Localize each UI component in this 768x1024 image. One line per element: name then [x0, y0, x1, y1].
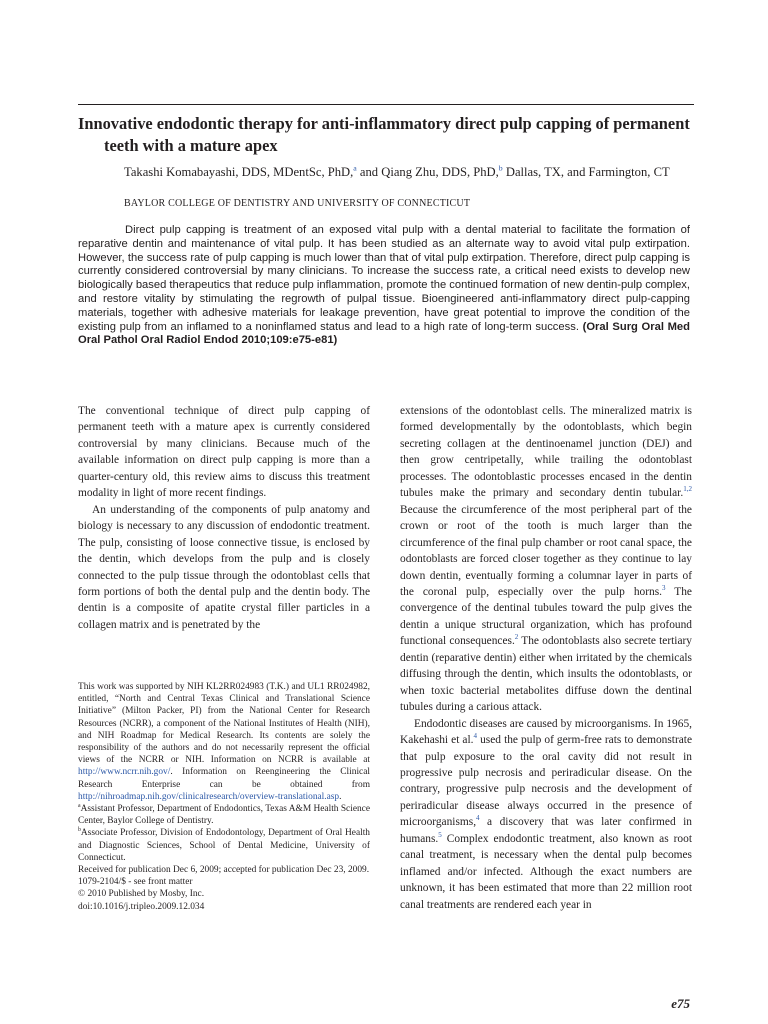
text-run: extensions of the odontoblast cells. The mineralized matrix is formed developmentally by the odontoblasts, which begin secreting collagen at the dentinoenamel junction (DEJ) and then grow centripetally, while trailing the odontoblast processes. The odontoblastic processes encased in the dentin tubules make the primary and secondary dentin tubular. — [400, 405, 692, 500]
text-run: Complex endodontic treatment, also known as root canal treatment, is necessary when the dental pulp becomes inflamed and/or infected. Although the exact numbers are unknown, it has been estimated that more than 22 million root canal treatments are rendered each year in — [400, 832, 692, 911]
page-number: e75 — [671, 996, 690, 1011]
author-b-note — [78, 827, 370, 864]
author-2: and Qiang Zhu, DDS, PhD, — [356, 165, 499, 179]
author-1: Takashi Komabayashi, DDS, MDentSc, PhD, — [124, 165, 354, 179]
copyright-note: © 2010 Published by Mosby, Inc. — [78, 889, 205, 900]
abstract — [78, 224, 690, 348]
author-location: Dallas, TX, and Farmington, CT — [502, 165, 670, 179]
citation-ref[interactable]: 4 — [473, 732, 478, 741]
right-column — [400, 403, 692, 913]
affiliation: BAYLOR COLLEGE OF DENTISTRY AND UNIVERSITY OF CONNECTICUT — [124, 198, 471, 209]
citation-ref[interactable]: 1,2 — [683, 485, 692, 494]
text-run: Because the circumference of the most peripheral part of the crown or root of the tooth is much larger than the circumference of the final pulp chamber or root canal space, the odontoblasts are forced closer together as they continue to lay down dentin, eventually forming a columnar layer in parts of the coronal pulp, especially over the pulp horns. — [400, 503, 692, 598]
author-line — [124, 165, 684, 181]
note-b-text: Associate Professor, Division of Endodontology, Department of Oral Health and Diagnostic Sciences, School of Dental Medicine, University of Connecticut. — [78, 828, 370, 863]
author-1-affil-mark[interactable]: a — [353, 163, 357, 173]
funding-text-3: . — [339, 791, 342, 802]
author-2-affil-mark[interactable]: b — [498, 163, 503, 173]
note-a-mark: a — [78, 802, 81, 809]
issn-note: 1079-2104/$ - see front matter — [78, 877, 193, 888]
citation-ref[interactable]: 4 — [476, 814, 480, 823]
right-paragraph-2 — [400, 716, 692, 913]
note-a-text: Assistant Professor, Department of Endodontics, Texas A&M Health Science Center, Baylor College of Dentistry. — [78, 804, 370, 827]
text-run: a discovery that was later confirmed in humans. — [400, 816, 692, 845]
author-a-note — [78, 803, 370, 827]
nih-roadmap-link[interactable]: http://nihroadmap.nih.gov/clinicalresearch/overview-translational.asp — [78, 791, 340, 802]
funding-note — [78, 681, 370, 803]
left-paragraph-1: The conventional technique of direct pulp capping of permanent teeth with a mature apex is currently considered controversial by many clinicians. Because much of the available information on direct pulp capping is more than a quarter-century old, this review aims to discuss this treatment modality in light of more recent findings. — [78, 405, 370, 500]
left-column — [78, 403, 370, 633]
citation-ref[interactable]: 3 — [662, 584, 666, 593]
abstract-text: Direct pulp capping is treatment of an exposed vital pulp with a dental material to facilitate the formation of reparative dentin and maintenance of vital pulp. It has been studied as an alternate way to avoid vital pulp extirpation. However, the success rate of pulp capping is much lower than that of vital pulp extirpation. Therefore, direct pulp capping is currently considered controversial by many clinicians. To increase the success rate, a critical need exists to develop new biologically based therapeutics that reduce pulp inflammation, promote the continued formation of new dentin-pulp complex, and restore vitality by stimulating the regrowth of pulpal tissue. Bioengineered anti-inflammatory direct pulp-capping materials, together with adhesive materials for leakage prevention, have great potential to improve the condition of the existing pulp from an inflamed to a noninflamed status and lead to a high rate of long-term success. — [78, 224, 690, 333]
note-b-mark: b — [78, 827, 81, 834]
text-run: The odontoblasts also secrete tertiary dentin (reparative dentin) either when irritated by the chemicals diffusing through the dentin, which insults the odontoblasts, or when toxic bacterial metabolites diffuse down the dentinal tubules during a carious attack. — [400, 635, 692, 714]
left-paragraph-2: An understanding of the components of pulp anatomy and biology is necessary to any discussion of endodontic treatment. The pulp, consisting of loose connective tissue, is enclosed by the dentin, which develops from the pulp and is closely connected to the pulp tissue through the odontoblast cells that form portions of both the dental pulp and the dentin body. The dentin is a composite of apatite crystal filler particles in a collagen matrix and is penetrated by the — [78, 503, 370, 631]
text-run: used the pulp of germ-free rats to demonstrate that pulp exposure to the oral cavity did not result in progressive pulp necrosis and periradicular disease. On the contrary, progressive pulp necrosis and the development of periradicular disease always occurred in the presence of microorganisms, — [400, 734, 693, 829]
abstract-citation: (Oral Surg Oral Med Oral Pathol Oral Radiol Endod 2010;109:e75-e81) — [78, 320, 690, 347]
text-run: Endodontic diseases are caused by microorganisms. In 1965, Kakehashi et al. — [400, 717, 692, 747]
funding-text-2: . Information on Reengineering the Clinical Research Enterprise can be obtained from — [78, 767, 370, 790]
received-note: Received for publication Dec 6, 2009; accepted for publication Dec 23, 2009. — [78, 865, 370, 876]
top-rule — [78, 104, 694, 105]
text-run: The convergence of the dentinal tubules toward the pulp gives the dentin a unique structural organization, which has profound functional consequences. — [400, 585, 692, 648]
citation-ref[interactable]: 5 — [438, 830, 442, 839]
ncrr-link[interactable]: http://www.ncrr.nih.gov/ — [78, 767, 171, 778]
footnotes — [78, 681, 370, 913]
funding-text: This work was supported by NIH KL2RR024983 (T.K.) and UL1 RR024982, entitled, “North and Central Texas Clinical and Translational Science Initiative” (Milton Packer, PI) from the National Center for Research Resources (NCRR), a component of the National Institutes of Health (NIH), and NIH Roadmap for Medical Research. Its contents are solely the responsibility of the authors and do not necessarily represent the official views of the NCRR or NIH. Information on NCRR is available at — [78, 682, 370, 766]
right-paragraph-1 — [400, 403, 692, 716]
doi-note[interactable]: doi:10.1016/j.tripleo.2009.12.034 — [78, 901, 205, 912]
citation-ref[interactable]: 2 — [514, 633, 519, 642]
article-title: Innovative endodontic therapy for anti-inflammatory direct pulp capping of permanent teeth with a mature apex — [78, 114, 690, 155]
